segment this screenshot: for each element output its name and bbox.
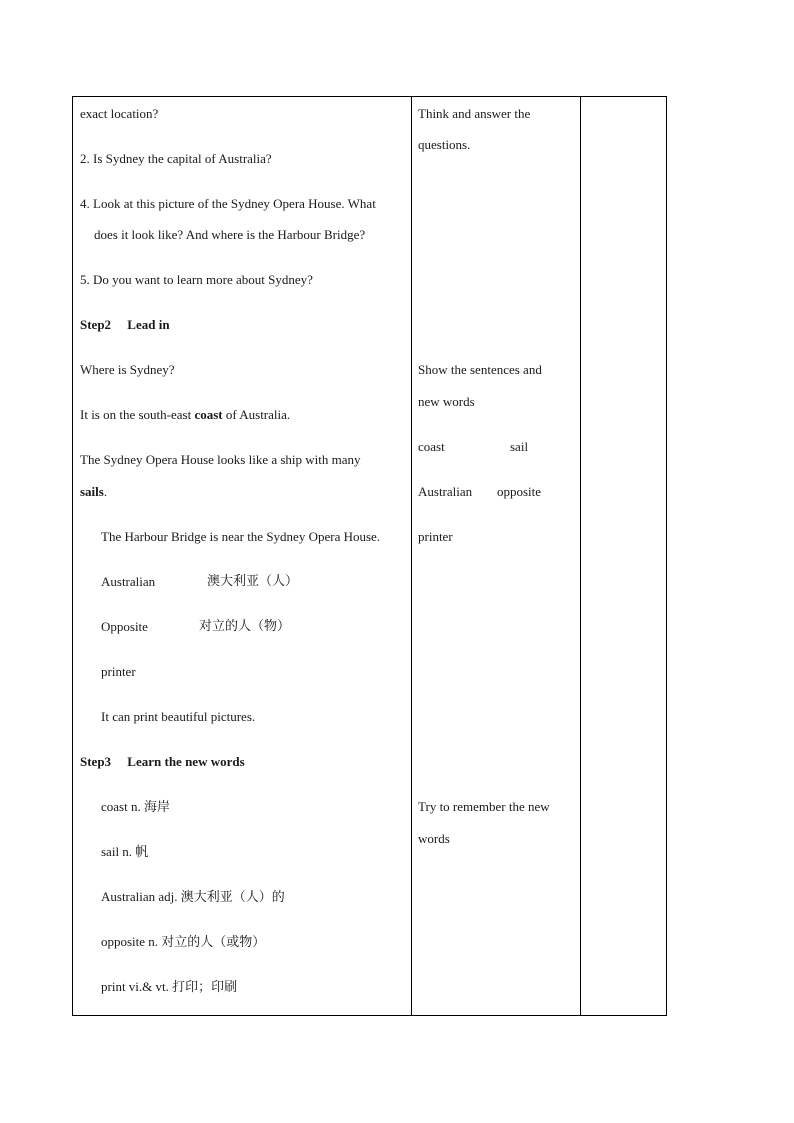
text-coast-sentence: It is on the south-east coast of Australia. [80,407,291,422]
word-opposite-cn: 对立的人（物） [199,619,291,634]
question-4-line2: does it look like? And where is the Harbour Bridge? [94,227,366,242]
activity-word-australian: Australian [418,484,473,499]
text-print-sentence: It can print beautiful pictures. [101,709,256,724]
activity-try-line2: words [418,831,450,846]
question-2: 2. Is Sydney the capital of Australia? [80,151,272,166]
column-divider-2 [580,97,581,1015]
text-sails: sails. [80,484,108,499]
vocab-coast: coast n. 海岸 [101,799,170,814]
question-5: 5. Do you want to learn more about Sydney? [80,272,313,287]
activity-word-coast: coast [418,439,445,454]
activity-think-line2: questions. [418,137,471,152]
vocab-sail: sail n. 帆 [101,844,149,859]
question-4-line1: 4. Look at this picture of the Sydney Opera House. What [80,196,376,211]
vocab-australian: Australian adj. 澳大利亚（人）的 [101,889,285,904]
word-australian: Australian [101,574,156,589]
text-exact-location: exact location? [80,106,159,121]
word-opposite: Opposite [101,619,148,634]
vocab-print: print vi.& vt. 打印；印刷 [101,979,238,994]
activity-try-line1: Try to remember the new [418,799,550,814]
activity-word-opposite: opposite [497,484,542,499]
word-printer: printer [101,664,136,679]
lesson-table [72,96,667,1016]
column-divider-1 [411,97,412,1015]
activity-word-printer: printer [418,529,453,544]
word-australian-cn: 澳大利亚（人） [207,574,299,589]
text-opera-sentence: The Sydney Opera House looks like a ship with many [80,452,361,467]
activity-show-line1: Show the sentences and [418,362,542,377]
activity-show-line2: new words [418,394,475,409]
vocab-opposite: opposite n. 对立的人（或物） [101,934,266,949]
activity-think-line1: Think and answer the [418,106,531,121]
step3-heading: Step3 Learn the new words [80,754,245,769]
text-harbour-sentence: The Harbour Bridge is near the Sydney Opera House. [101,529,381,544]
text-where-is-sydney: Where is Sydney? [80,362,175,377]
activity-word-sail: sail [510,439,529,454]
step2-heading: Step2 Lead in [80,317,170,332]
